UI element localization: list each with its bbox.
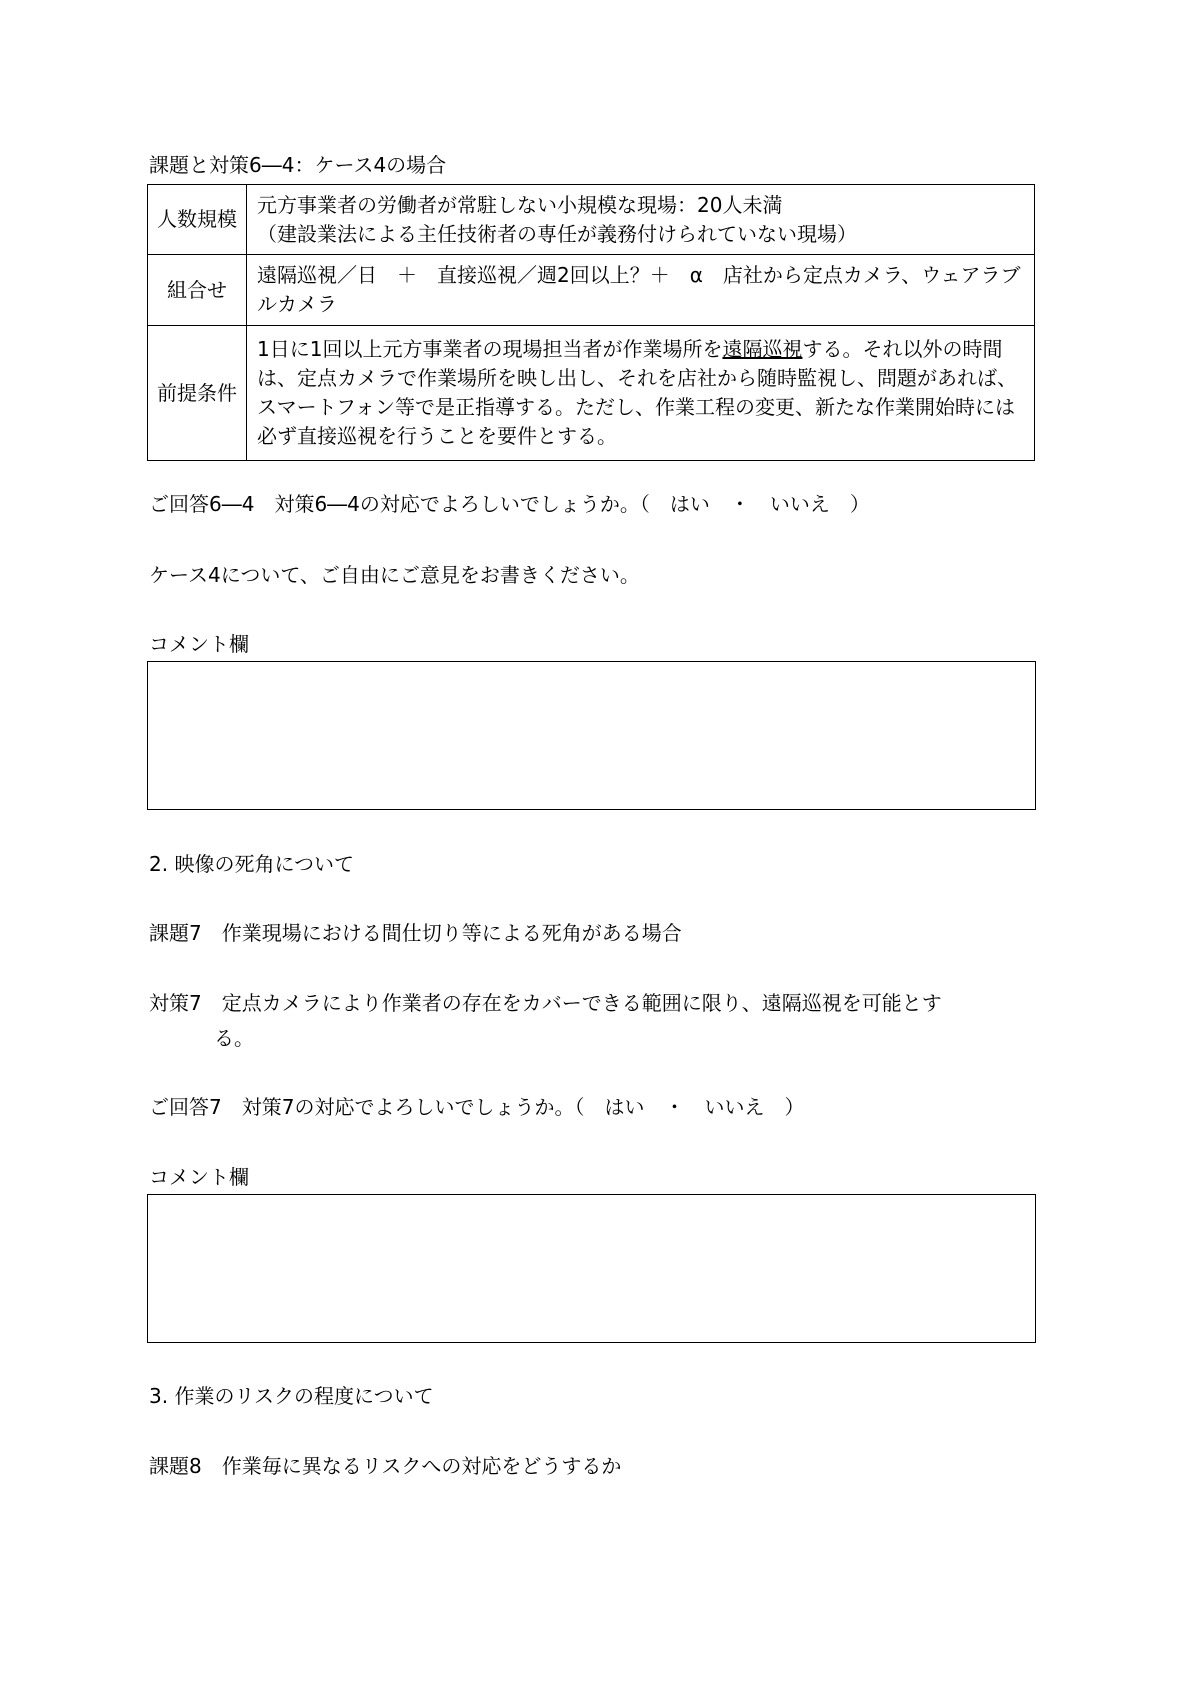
section-title: 課題と対策6―4：ケース4の場合 <box>149 153 447 177</box>
answer-6-4: ご回答6―4 対策6―4の対応でよろしいでしょうか。（ はい ・ いいえ ） <box>149 492 870 516</box>
case4-table <box>147 184 1035 461</box>
section-3-heading: 3. 作業のリスクの程度について <box>149 1384 434 1408</box>
row-text: （建設業法による主任技術者の専任が義務付けられていない現場） <box>257 221 857 246</box>
issue-8: 課題8 作業毎に異なるリスクへの対応をどうするか <box>149 1454 622 1478</box>
section-2-heading: 2. 映像の死角について <box>149 852 355 876</box>
comment-label: コメント欄 <box>149 632 249 656</box>
row-text: する。それ以外の時間は、定点カメラで作業場所を映し出し、それを店社から随時監視し、問題があれば、スマートフォン等で是正指導する。ただし、作業工程の変更、新たな作業開始時には必ず直接巡視を行うことを要件とする。 <box>257 337 1017 448</box>
measure-7-cont: る。 <box>214 1026 254 1050</box>
comment-box-7[interactable] <box>147 1194 1036 1343</box>
row-text: 元方事業者の労働者が常駐しない小規模な現場：20人未満 <box>257 192 783 217</box>
issue-7: 課題7 作業現場における間仕切り等による死角がある場合 <box>149 921 682 945</box>
comment-box-6-4[interactable] <box>147 661 1036 810</box>
row-body <box>247 326 1035 461</box>
case4-prompt: ケース4について、ご自由にご意見をお書きください。 <box>149 563 640 587</box>
comment-label: コメント欄 <box>149 1165 249 1189</box>
row-header: 人数規模 <box>148 185 247 255</box>
row-header: 前提条件 <box>148 326 247 461</box>
table-row <box>148 326 1035 461</box>
measure-7: 対策7 定点カメラにより作業者の存在をカバーできる範囲に限り、遠隔巡視を可能とす <box>149 991 942 1015</box>
underlined-text: 遠隔巡視 <box>722 337 803 361</box>
row-body: 遠隔巡視／日 ＋ 直接巡視／週2回以上？＋ α 店社から定点カメラ、ウェアラブルカメラ <box>247 255 1035 326</box>
row-header: 組合せ <box>148 255 247 326</box>
table-row <box>148 185 1035 255</box>
row-body <box>247 185 1035 255</box>
row-text: 1日に1回以上元方事業者の現場担当者が作業場所を <box>257 337 723 361</box>
answer-7: ご回答7 対策7の対応でよろしいでしょうか。（ はい ・ いいえ ） <box>149 1095 805 1119</box>
table-row <box>148 255 1035 326</box>
